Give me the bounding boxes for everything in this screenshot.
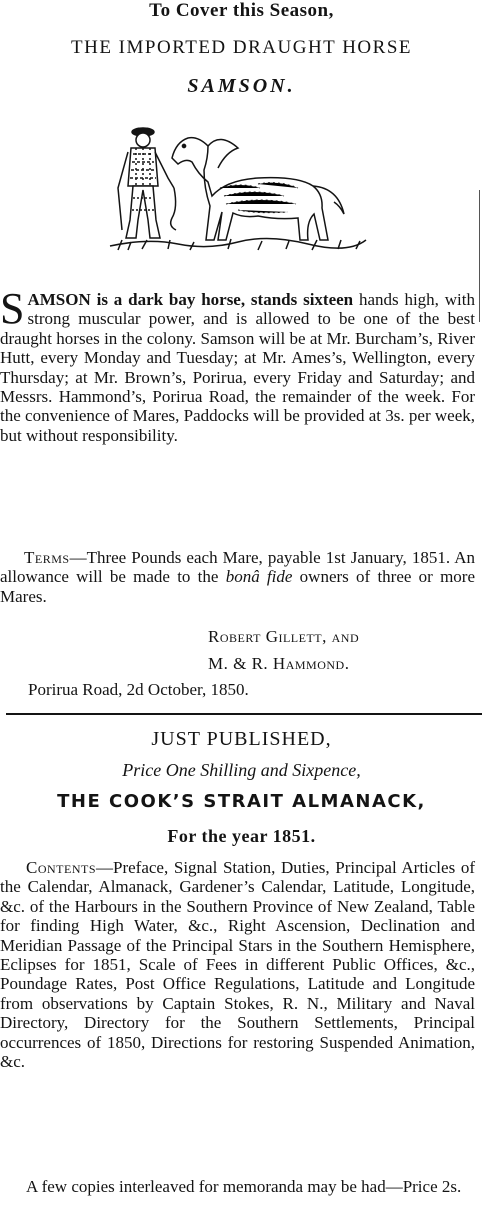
terms-bona-fide: bonâ fide <box>225 567 293 587</box>
groom-figure <box>118 128 174 238</box>
announcement-title: JUST PUBLISHED, <box>151 728 332 750</box>
ad-title: To Cover this Season, <box>149 0 334 21</box>
contents-label: Contents <box>26 858 97 877</box>
signature-line-1: Robert Gillett, and <box>208 627 360 646</box>
price-line: Price One Shilling and Sixpence, <box>122 760 361 780</box>
section-divider <box>6 713 482 715</box>
terms-label: Terms <box>24 548 70 567</box>
terms-paragraph <box>0 548 475 606</box>
column-rule <box>479 190 480 322</box>
dateline: Porirua Road, 2d October, 1850. <box>28 680 249 699</box>
description-body: hands high, with strong muscular power, and is allowed to be one of the best draught horses in the colony. Samson will be at Mr. Burcham’s, River Hutt, every Monday and Tuesday; at Mr. Ames’s, Wellington, every Thursday; at Mr. Brown’s, Porirua, every Friday and Saturday; and Messrs. Hammond’s, Porirua Road, the remainder of the week. For the convenience of Mares, Paddocks will be provided at 3s. per week, but without responsibility. <box>0 290 475 445</box>
horse-figure <box>172 138 344 240</box>
horse-name: SAMSON. <box>187 75 296 97</box>
year-line: For the year 1851. <box>167 826 316 846</box>
ad-subtitle: THE IMPORTED DRAUGHT HORSE <box>71 37 412 58</box>
description-lead: AMSON is a dark bay horse, stands sixteen <box>27 290 354 309</box>
copies-note: A few copies interleaved for memoranda may be had—Price 2s. <box>26 1177 462 1196</box>
terms-text-after: owners of three or more Mares. <box>0 567 476 606</box>
terms-text-before: —Three Pounds each Mare, payable 1st January, 1851. An allowance will be made to the <box>0 548 475 587</box>
horse-description <box>0 284 475 445</box>
signature-line-2: M. & R. Hammond. <box>208 654 350 673</box>
contents-text: —Preface, Signal Station, Duties, Principal Articles of the Calendar, Almanack, Gardener’s Calendar, Latitude, Longitude, &c. of the Harbours in the Southern Province of New Zealand, Table for finding High Water, &c., Right Ascension, Declination and Meridian Passage of the Principal Stars in the Southern Hemisphere, Eclipses for 1851, Scale of Fees in different Public Offices, &c., Poundage Rates, Post Office Regulations, Latitude and Longitude from observations by Captain Stokes, R. N., Military and Naval Directory, Directory for the Southern Settlements, Principal occurrences of 1850, Directions for restoring Suspended Animation, &c. <box>0 858 475 1072</box>
drop-cap: S <box>0 284 25 333</box>
almanack-name: THE COOK’S STRAIT ALMANACK, <box>57 791 426 812</box>
contents-paragraph <box>0 858 475 1071</box>
groom-with-draught-horse-woodcut-icon <box>108 118 370 253</box>
